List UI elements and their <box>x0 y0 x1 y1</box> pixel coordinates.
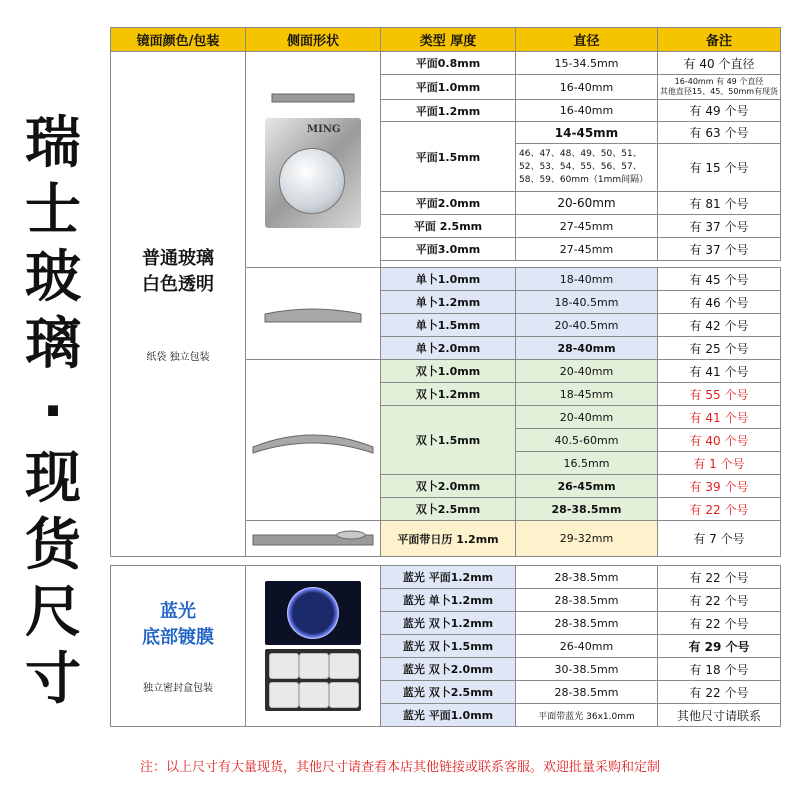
table-row <box>111 52 781 75</box>
diameter-cell: 46、47、48、49、50、51、52、53、54、55、56、57、58、59、60mm（1mm间隔） <box>516 144 658 192</box>
diameter-cell: 16-40mm <box>516 100 658 122</box>
note-cell: 有 22 个号 <box>658 498 781 521</box>
shape-calendar-cell <box>246 521 381 557</box>
note-cell: 有 41 个号 <box>658 406 781 429</box>
type-cell: 平面1.0mm <box>381 75 516 100</box>
header-type-thickness: 类型 厚度 <box>381 28 516 52</box>
note-cell: 有 55 个号 <box>658 383 781 406</box>
side-title-char: 现 <box>25 446 81 511</box>
type-cell: 双卜2.0mm <box>381 475 516 498</box>
type-cell: 单卜1.0mm <box>381 268 516 291</box>
type-cell: 平面1.2mm <box>381 100 516 122</box>
diameter-cell: 16-40mm <box>516 75 658 100</box>
box-icon <box>299 653 329 679</box>
category-line: 普通玻璃 <box>142 247 214 269</box>
diameter-cell: 28-40mm <box>516 337 658 360</box>
packaging-note: 纸袋 独立包装 <box>146 351 210 363</box>
diameter-cell: 18-40.5mm <box>516 291 658 314</box>
side-title-char: 货 <box>25 513 81 578</box>
category-line: 蓝光 <box>160 600 196 622</box>
type-cell: 平面 2.5mm <box>381 215 516 238</box>
photo-brand-label: MING <box>307 123 341 135</box>
type-cell: 蓝光 双卜2.5mm <box>381 681 516 704</box>
box-icon <box>269 653 299 679</box>
type-cell: 平面2.0mm <box>381 192 516 215</box>
note-cell: 有 22 个号 <box>658 681 781 704</box>
type-cell: 平面0.8mm <box>381 52 516 75</box>
calendar-lens-shape-icon <box>251 529 375 549</box>
note-cell: 有 40 个号 <box>658 429 781 452</box>
note-cell <box>658 75 781 100</box>
diameter-cell: 20-40mm <box>516 360 658 383</box>
note-cell: 有 25 个号 <box>658 337 781 360</box>
box-icon <box>329 682 359 708</box>
side-title-char: 玻 <box>25 245 81 310</box>
diameter-cell: 20-60mm <box>516 192 658 215</box>
note-cell: 有 37 个号 <box>658 238 781 261</box>
diameter-cell: 27-45mm <box>516 215 658 238</box>
note-line: 其他直径15、45、50mm有现货 <box>659 87 779 96</box>
note-cell: 有 22 个号 <box>658 566 781 589</box>
sealed-box-photo <box>265 649 361 711</box>
diameter-cell: 15-34.5mm <box>516 52 658 75</box>
diameter-cell: 40.5-60mm <box>516 429 658 452</box>
side-title-char: 璃 <box>25 312 81 377</box>
diameter-cell: 29-32mm <box>516 521 658 557</box>
type-cell: 蓝光 双卜1.5mm <box>381 635 516 658</box>
diameter-cell: 28-38.5mm <box>516 498 658 521</box>
note-cell: 有 45 个号 <box>658 268 781 291</box>
category-cell-blue <box>111 566 246 727</box>
note-cell: 有 63 个号 <box>658 122 781 144</box>
footer-note: 注：以上尺寸有大量现货，其他尺寸请查看本店其他链接或联系客服。欢迎批量采购和定制 <box>139 760 660 775</box>
diameter-cell: 18-45mm <box>516 383 658 406</box>
category-title <box>111 246 245 298</box>
type-cell: 蓝光 双卜1.2mm <box>381 612 516 635</box>
packaging-note: 独立密封盒包装 <box>143 682 213 694</box>
note-cell: 有 40 个直径 <box>658 52 781 75</box>
type-cell: 蓝光 双卜2.0mm <box>381 658 516 681</box>
box-icon <box>299 682 329 708</box>
shape-flat-cell <box>246 52 381 268</box>
type-cell: 双卜1.2mm <box>381 383 516 406</box>
note-cell: 有 29 个号 <box>658 635 781 658</box>
note-cell: 有 39 个号 <box>658 475 781 498</box>
note-cell: 有 18 个号 <box>658 658 781 681</box>
header-row <box>111 28 781 52</box>
type-cell: 蓝光 单卜1.2mm <box>381 589 516 612</box>
type-cell: 双卜1.5mm <box>381 406 516 475</box>
note-cell: 有 49 个号 <box>658 100 781 122</box>
type-cell: 单卜2.0mm <box>381 337 516 360</box>
side-title-char: 寸 <box>25 647 81 712</box>
note-cell: 有 41 个号 <box>658 360 781 383</box>
diameter-cell: 18-40mm <box>516 268 658 291</box>
type-cell: 平面带日历 1.2mm <box>381 521 516 557</box>
diameter-cell: 27-45mm <box>516 238 658 261</box>
blue-lens-photo <box>265 581 361 645</box>
note-cell: 有 81 个号 <box>658 192 781 215</box>
diameter-cell: 28-38.5mm <box>516 681 658 704</box>
note-cell: 有 22 个号 <box>658 589 781 612</box>
note-cell: 有 42 个号 <box>658 314 781 337</box>
diameter-cell: 30-38.5mm <box>516 658 658 681</box>
type-cell: 单卜1.2mm <box>381 291 516 314</box>
diameter-cell: 20-40mm <box>516 406 658 429</box>
header-color-pack: 镜面颜色/包装 <box>111 28 246 52</box>
diameter-cell: 28-38.5mm <box>516 566 658 589</box>
note-cell: 有 7 个号 <box>658 521 781 557</box>
type-cell: 平面1.5mm <box>381 122 516 192</box>
type-cell: 蓝光 平面1.0mm <box>381 704 516 727</box>
header-diameter: 直径 <box>516 28 658 52</box>
flat-lens-shape-icon <box>271 92 355 104</box>
double-convex-lens-shape-icon <box>251 425 375 455</box>
side-title-char: 士 <box>25 178 81 243</box>
note-cell: 其他尺寸请联系 <box>658 704 781 727</box>
diameter-cell: 16.5mm <box>516 452 658 475</box>
diameter-cell: 28-38.5mm <box>516 589 658 612</box>
diameter-cell: 20-40.5mm <box>516 314 658 337</box>
diameter-cell: 26-45mm <box>516 475 658 498</box>
note-cell: 有 46 个号 <box>658 291 781 314</box>
diameter-cell: 26-40mm <box>516 635 658 658</box>
header-side-shape: 侧面形状 <box>246 28 381 52</box>
shape-double-cell <box>246 360 381 521</box>
note-line: 16-40mm 有 49 个直径 <box>674 77 764 86</box>
side-title <box>18 110 88 713</box>
blue-lens-icon <box>287 587 339 639</box>
shape-single-cell <box>246 268 381 360</box>
type-cell: 蓝光 平面1.2mm <box>381 566 516 589</box>
side-title-char: 尺 <box>25 580 81 645</box>
lens-disk-icon <box>279 148 345 214</box>
category-title-blue <box>111 599 245 651</box>
box-icon <box>269 682 299 708</box>
note-cell: 有 15 个号 <box>658 144 781 192</box>
shape-blue-cell <box>246 566 381 727</box>
category-cell-regular <box>111 52 246 557</box>
diameter-cell: 28-38.5mm <box>516 612 658 635</box>
spacer-row <box>111 557 781 566</box>
type-cell: 单卜1.5mm <box>381 314 516 337</box>
type-cell: 双卜2.5mm <box>381 498 516 521</box>
spec-table <box>110 27 781 727</box>
table-row <box>111 566 781 589</box>
diameter-cell: 平面带蓝光 36x1.0mm <box>516 704 658 727</box>
header-note: 备注 <box>658 28 781 52</box>
side-title-char: · <box>42 379 64 444</box>
note-cell: 有 1 个号 <box>658 452 781 475</box>
flat-lens-photo <box>265 118 361 228</box>
note-cell: 有 22 个号 <box>658 612 781 635</box>
single-convex-lens-shape-icon <box>263 302 363 326</box>
box-icon <box>329 653 359 679</box>
type-cell: 双卜1.0mm <box>381 360 516 383</box>
side-title-char: 瑞 <box>25 111 81 176</box>
diameter-cell: 14-45mm <box>516 122 658 144</box>
category-line: 白色透明 <box>142 273 214 295</box>
note-cell: 有 37 个号 <box>658 215 781 238</box>
type-cell: 平面3.0mm <box>381 238 516 261</box>
category-line: 底部镀膜 <box>142 626 214 648</box>
